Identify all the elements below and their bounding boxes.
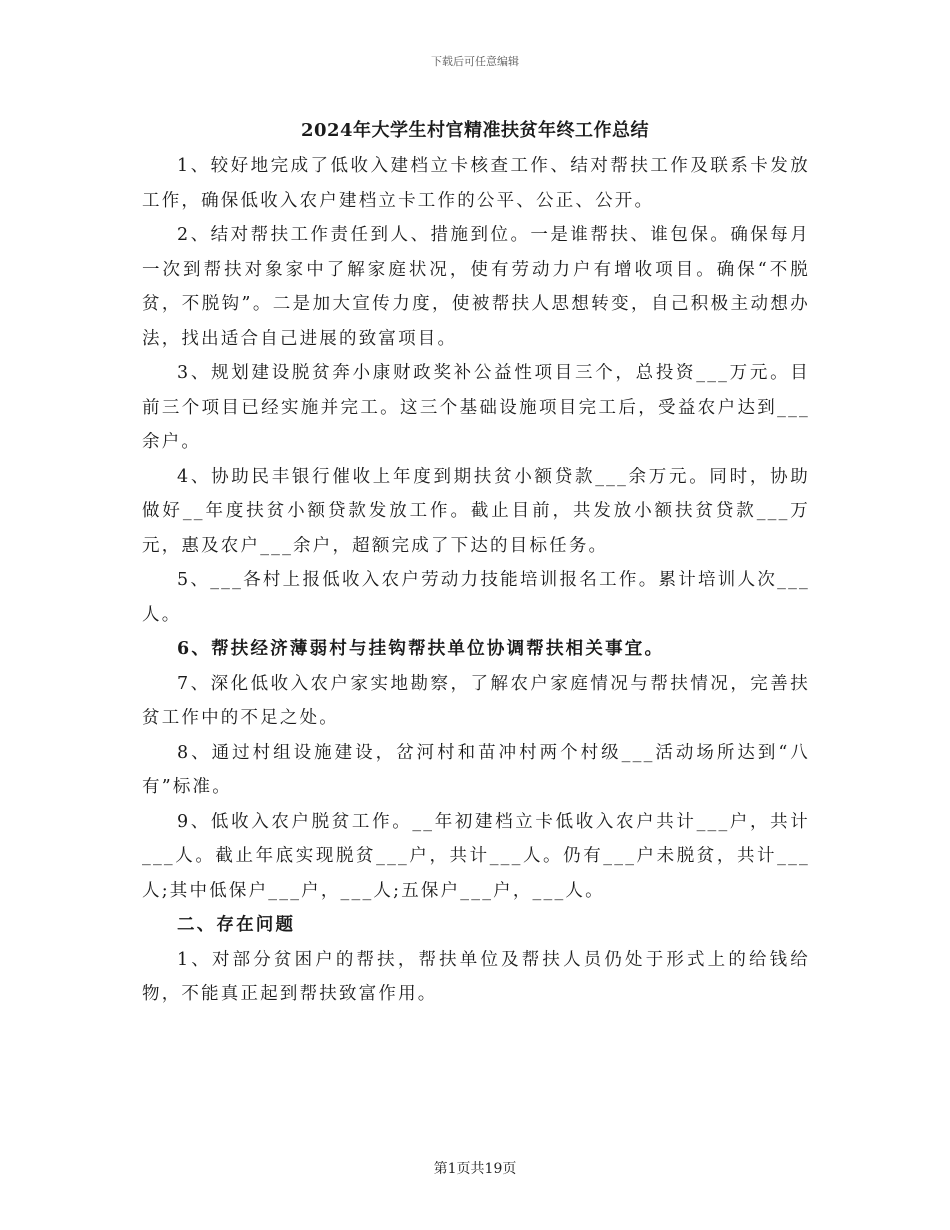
paragraph-1: 1、较好地完成了低收入建档立卡核查工作、结对帮扶工作及联系卡发放工作，确保低收入农户建档立卡工作的公平、公正、公开。: [142, 156, 810, 211]
paragraph-2: 2、结对帮扶工作责任到人、措施到位。一是谁帮扶、谁包保。确保每月一次到帮扶对象家中了解家庭状况，使有劳动力户有增收项目。确保“不脱贫，不脱钩”。二是加大宣传力度，使被帮扶人思想转变，自己积极主动想办法，找出适合自己进展的致富项目。: [142, 225, 810, 349]
page-footer: 第1页共19页: [433, 1161, 517, 1177]
section-heading-problems: 二、存在问题: [177, 915, 296, 935]
paragraph-problem-1: 1、对部分贫困户的帮扶，帮扶单位及帮扶人员仍处于形式上的给钱给物，不能真正起到帮扶致富作用。: [142, 949, 810, 1004]
paragraph-4: 4、协助民丰银行催收上年度到期扶贫小额贷款___余万元。同时，协助做好__年度扶贫小额贷款发放工作。截止目前，共发放小额扶贫贷款___万元，惠及农户___余户，超额完成了下达的目标任务。: [142, 466, 810, 556]
paragraph-3: 3、规划建设脱贫奔小康财政奖补公益性项目三个，总投资___万元。目前三个项目已经实施并完工。这三个基础设施项目完工后，受益农户达到___余户。: [142, 363, 810, 452]
document-body: [142, 149, 810, 1012]
document-title: 2024年大学生村官精准扶贫年终工作总结: [300, 120, 650, 141]
paragraph-7: 7、深化低收入农户家实地勘察，了解农户家庭情况与帮扶情况，完善扶贫工作中的不足之处。: [142, 673, 810, 728]
paragraph-6: 6、帮扶经济薄弱村与挂钩帮扶单位协调帮扶相关事宜。: [177, 639, 665, 659]
paragraph-5: 5、___各村上报低收入农户劳动力技能培训报名工作。累计培训人次___人。: [142, 570, 810, 625]
paragraph-9: 9、低收入农户脱贫工作。__年初建档立卡低收入农户共计___户，共计___人。截止年底实现脱贫___户，共计___人。仍有___户未脱贫，共计___人;其中低保户___户，___人;五保户___户，___人。: [142, 811, 810, 901]
paragraph-8: 8、通过村组设施建设，岔河村和苗冲村两个村级___活动场所达到“八有”标准。: [142, 742, 810, 797]
header-note: 下载后可任意编辑: [431, 55, 519, 68]
